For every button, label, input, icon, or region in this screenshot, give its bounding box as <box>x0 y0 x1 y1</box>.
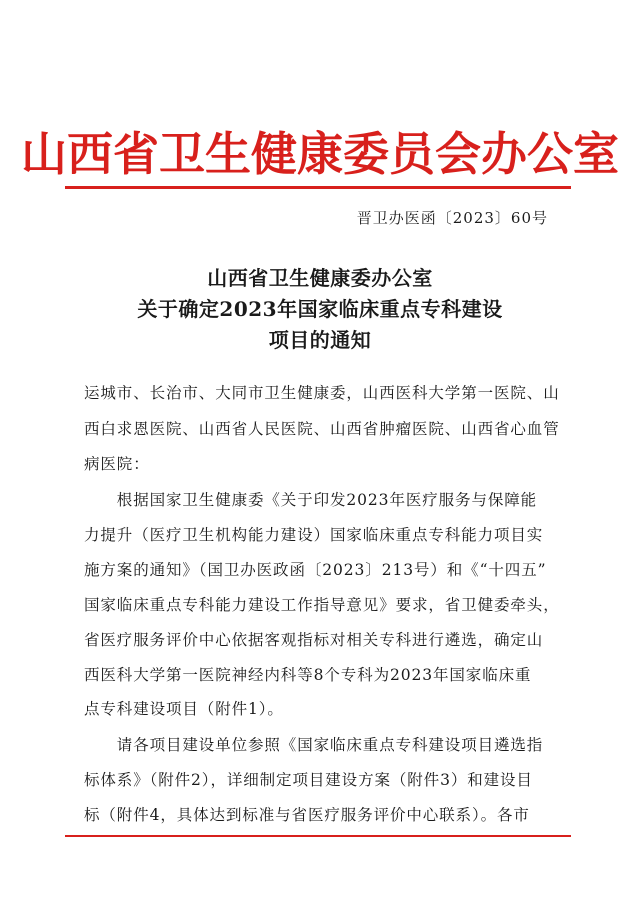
body-line-6: 施方案的通知》（国卫办医政函〔2023〕213号）和《“十四五” <box>84 561 547 579</box>
body-line-13: 标（附件4，具体达到标准与省医疗服务评价中心联系）。各市 <box>84 806 530 824</box>
footer-divider <box>65 835 571 837</box>
body-line-9: 西医科大学第一医院神经内科等8个专科为2023年国家临床重 <box>84 666 532 684</box>
document-number: 晋卫办医函〔2023〕60号 <box>356 209 548 227</box>
notice-title-line-1: 山西省卫生健康委办公室 <box>207 266 433 290</box>
body-line-11: 请各项目建设单位参照《国家临床重点专科建设项目遴选指 <box>84 736 544 754</box>
masthead-divider <box>65 186 571 189</box>
notice-title-line-2: 关于确定2023年国家临床重点专科建设 <box>137 297 503 321</box>
body-line-5: 力提升（医疗卫生机构能力建设）国家临床重点专科能力项目实 <box>84 526 544 544</box>
notice-title-line-3: 项目的通知 <box>268 328 372 352</box>
body-line-10: 点专科建设项目（附件1）。 <box>84 700 284 718</box>
body-line-4: 根据国家卫生健康委《关于印发2023年医疗服务与保障能 <box>84 491 538 509</box>
body-line-3: 病医院： <box>84 455 150 473</box>
masthead-title: 山西省卫生健康委员会办公室 <box>21 127 619 181</box>
body-line-1: 运城市、长治市、大同市卫生健康委，山西医科大学第一医院、山 <box>84 384 560 402</box>
body-line-12: 标体系》（附件2），详细制定项目建设方案（附件3）和建设目 <box>84 771 533 789</box>
body-line-2: 西白求恩医院、山西省人民医院、山西省肿瘤医院、山西省心血管 <box>84 420 560 438</box>
body-line-8: 省医疗服务评价中心依据客观指标对相关专科进行遴选，确定山 <box>84 631 544 649</box>
body-line-7: 国家临床重点专科能力建设工作指导意见》要求，省卫健委牵头， <box>84 596 560 614</box>
